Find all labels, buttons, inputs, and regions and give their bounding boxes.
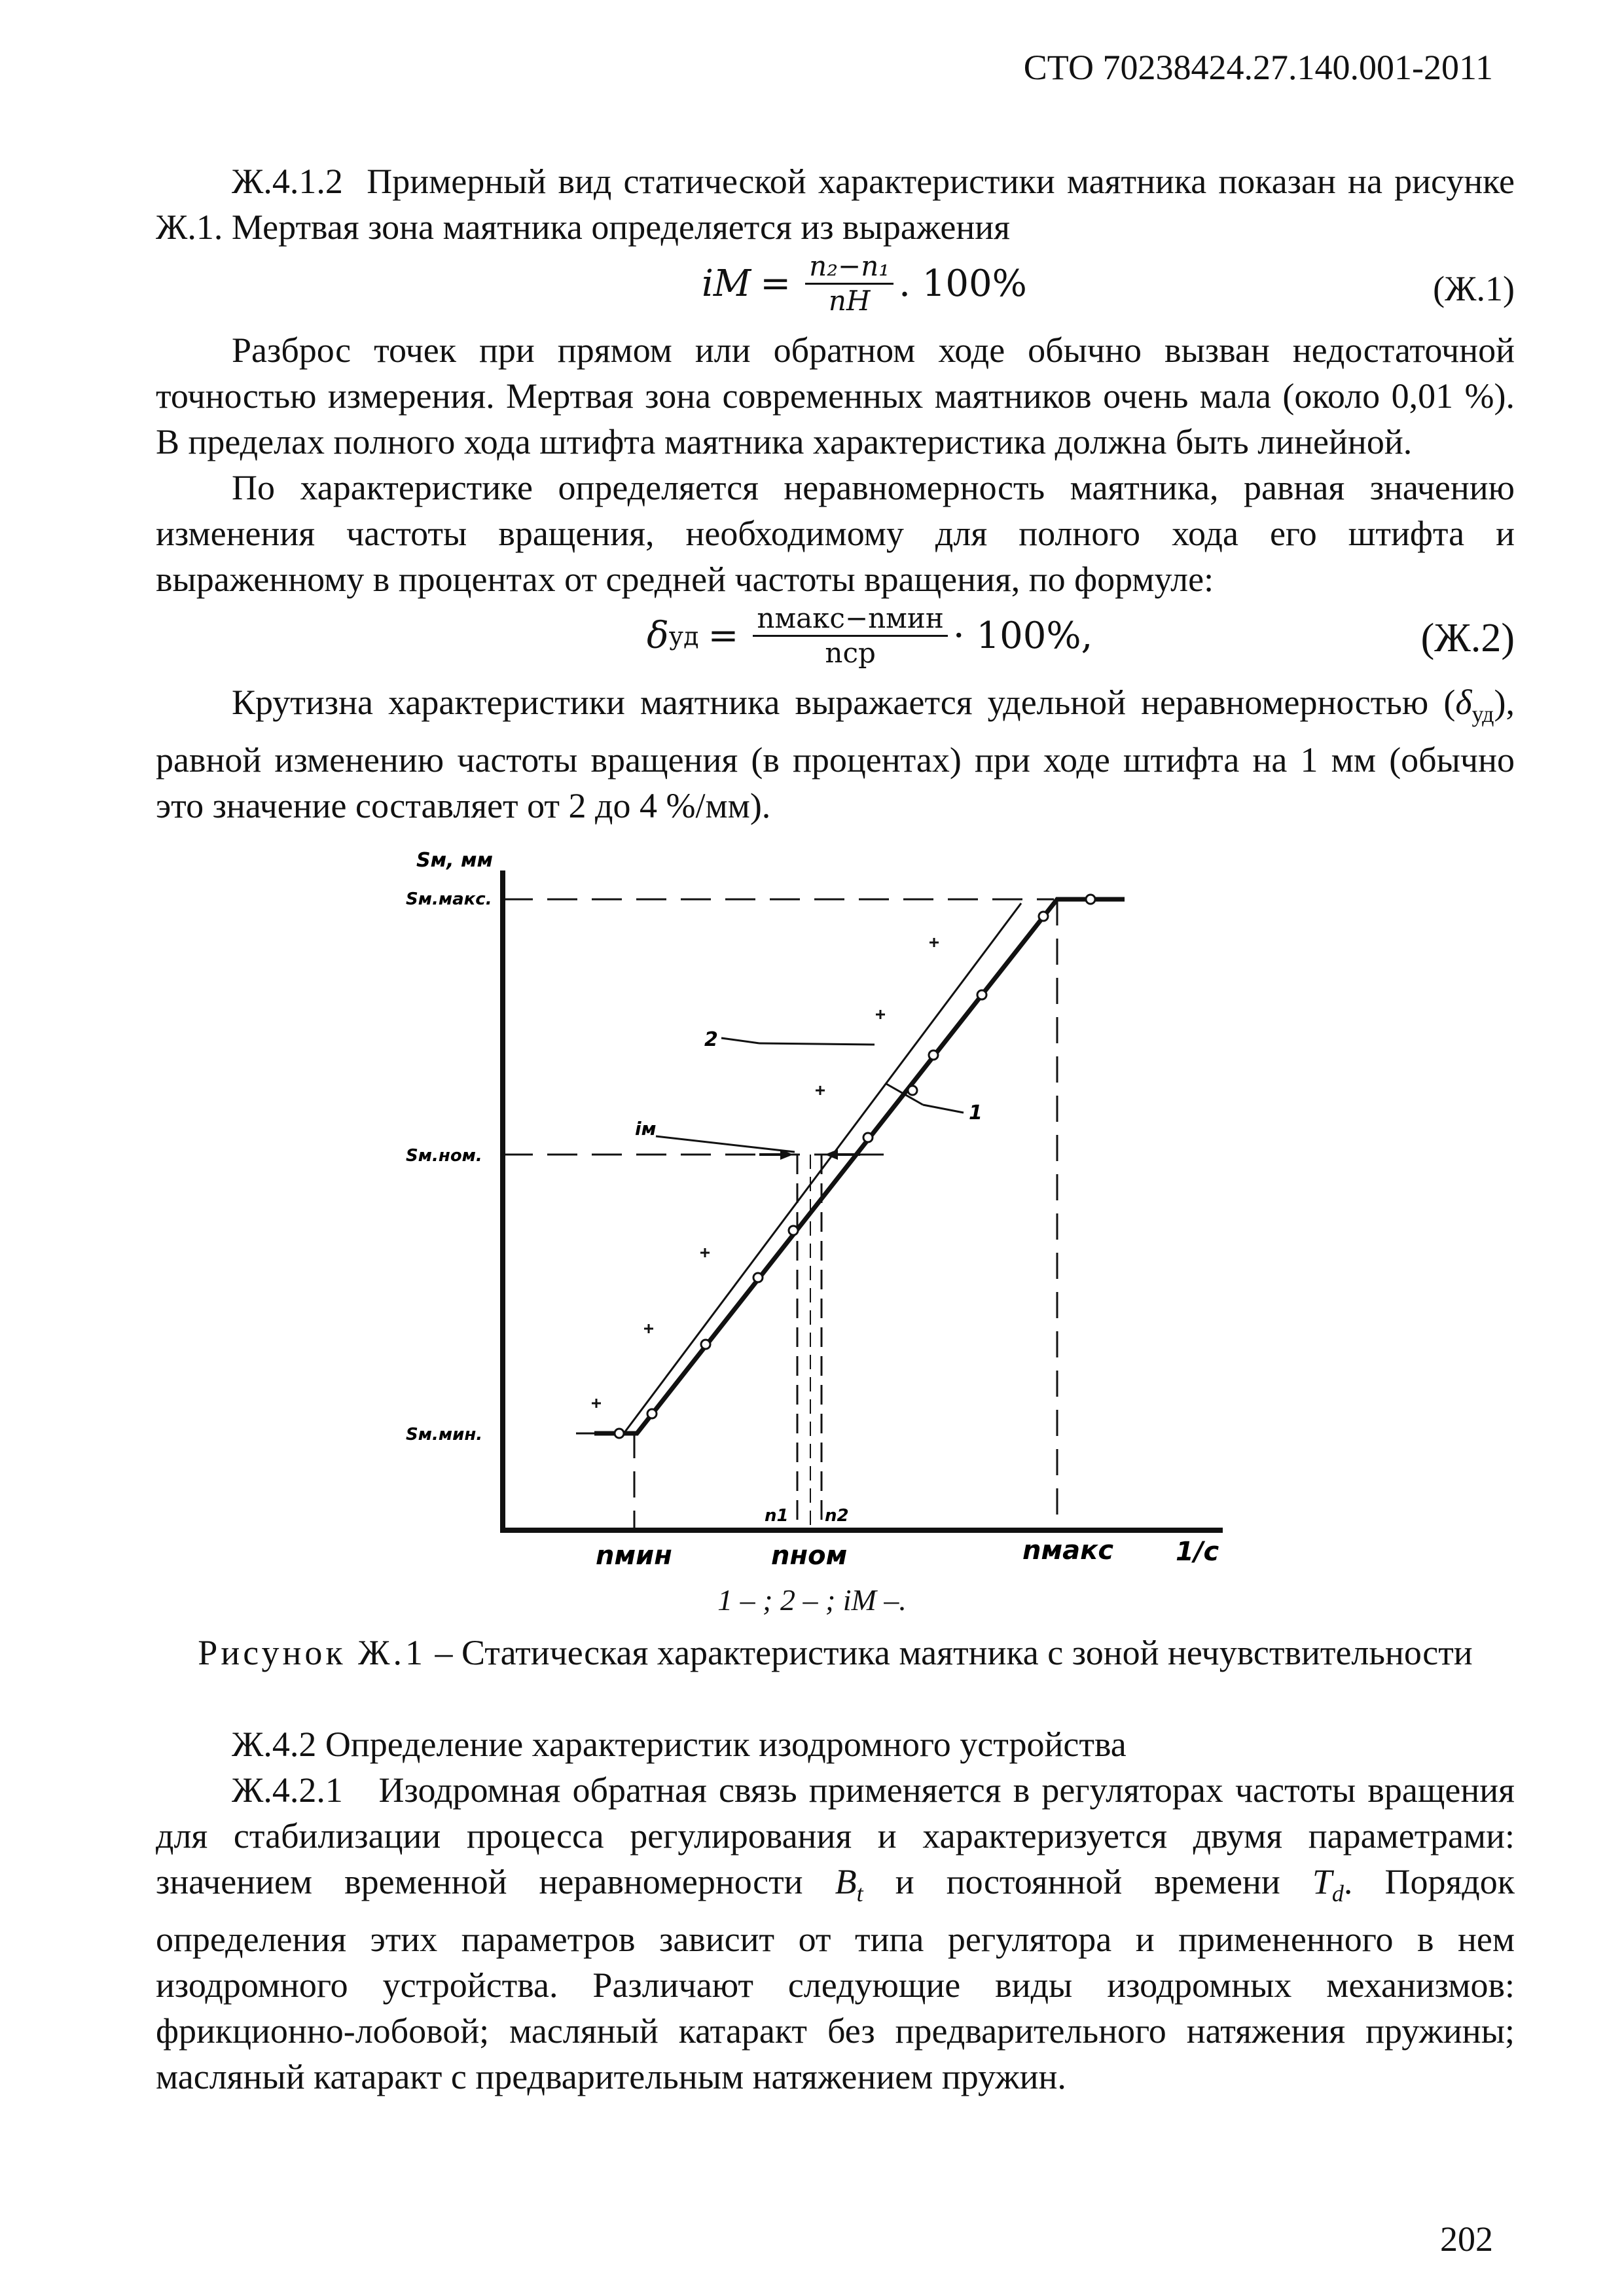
section-text-lower — [156, 1721, 1515, 2100]
paragraph-steepness — [156, 679, 1515, 829]
text-part: . Порядок определения этих параметров зависит от типа регулятора и примененного в нем изодромного устройства. Различают следующие виды изодромных механизмов: фрикционно-лобовой; масляный катаракт без предварительного натяжения пружины; масляный катаракт с предварительным натяжением пружин. — [156, 1862, 1515, 2096]
equals-sign: = — [708, 614, 739, 657]
formula-1-lhs: iM — [702, 262, 751, 305]
caption-lead: Рисунок Ж.1 — [198, 1633, 426, 1672]
curve-2 — [624, 903, 1021, 1433]
clause-number: Ж.4.2.1 — [232, 1770, 343, 1810]
formula-2-lhs: δ — [647, 614, 669, 657]
figure-static-characteristic — [393, 844, 1244, 1584]
formula-2-fraction — [753, 602, 947, 670]
tick-s-max: Sм.макс. — [406, 889, 492, 909]
text-part: Крутизна характеристики маятника выражается удельной неравномерностью ( — [232, 683, 1456, 722]
paragraph-4-2-1 — [156, 1767, 1515, 2100]
paragraph-scatter: Разброс точек при прямом или обратном ходе обычно вызван недостаточной точностью измерения. Мертвая зона современных маятников очень мала (около 0,01 %). В пределах полного хода штифта маятника характеристика должна быть линейной. — [156, 331, 1515, 461]
formula-1-denominator: nH — [828, 285, 871, 317]
text-part: Изодромная обратная связь применяется в регуляторах частоты вращения для стабилизации процесса регулирования и характеризуется двумя параметрами: значением временной неравномерности — [156, 1770, 1515, 1901]
equation-number-1: (Ж.1) — [1433, 269, 1515, 308]
page-number: 202 — [1440, 2219, 1493, 2259]
curve-1 — [594, 899, 1125, 1433]
formula-2-tail: · 100%, — [952, 614, 1093, 657]
label-curve-1: 1 — [969, 1102, 983, 1124]
leader-1 — [923, 1105, 964, 1113]
document-code: СТО 70238424.27.140.001-2011 — [1023, 48, 1493, 87]
figure-caption — [156, 1630, 1515, 1676]
x-axis-unit: 1/с — [1176, 1537, 1219, 1567]
delta-symbol: δ — [1455, 683, 1472, 722]
characteristic-plot — [393, 844, 1244, 1584]
paragraph-nonuniformity: По характеристике определяется неравномерность маятника, равная значению изменения частоты вращения, необходимому для полного хода его штифта и выраженному в процентах от средней частоты вращения, по формуле: — [156, 468, 1515, 599]
plus-markers — [592, 938, 939, 1408]
formula-2 — [647, 602, 1092, 670]
tick-s-min: Sм.мин. — [406, 1425, 483, 1444]
circle-markers — [615, 895, 1095, 1438]
formula-1-numerator: n₂−n₁ — [805, 250, 893, 285]
formula-1 — [702, 250, 1027, 317]
symbol-td: T — [1312, 1862, 1332, 1901]
formula-2-denominator: nср — [825, 637, 876, 669]
leader-2 — [759, 1043, 875, 1045]
leader-im — [656, 1136, 795, 1152]
tick-n-nom: nном — [771, 1541, 848, 1571]
symbol-td-sub: d — [1331, 1880, 1344, 1907]
formula-1-tail: . 100% — [899, 262, 1027, 305]
figure-legend: 1 – ; 2 – ; iM –. — [717, 1583, 907, 1617]
formula-2-line — [156, 602, 1515, 679]
equation-number-2: (Ж.2) — [1420, 616, 1515, 660]
formula-2-lhs-sub: уд — [668, 621, 699, 651]
label-im: iм — [635, 1118, 657, 1139]
text-part: и постоянной времени — [863, 1862, 1312, 1901]
symbol-bt: B — [835, 1862, 857, 1901]
heading-4-2: Ж.4.2 Определение характеристик изодромного устройства — [232, 1725, 1127, 1764]
paragraph-text: Примерный вид статической характеристики маятника показан на рисунке Ж.1. Мертвая зона маятника определяется из выражения — [156, 162, 1515, 247]
formula-2-numerator: nмакс−nмин — [753, 602, 947, 637]
tick-s-nom: Sм.ном. — [406, 1146, 482, 1166]
text-part: ), равной изменению частоты вращения (в процентах) при ходе штифта на 1 мм (обычно это значение составляет от 2 до 4 %/мм). — [156, 683, 1515, 825]
delta-subscript: уд — [1471, 700, 1494, 727]
equals-sign: = — [760, 262, 791, 305]
symbol-bt-sub: t — [856, 1880, 863, 1907]
y-axis-label: Sм, мм — [416, 849, 494, 872]
formula-1-line — [156, 250, 1515, 327]
label-curve-2: 2 — [704, 1028, 718, 1051]
arrow-right — [825, 1149, 838, 1160]
caption-rest: – Статическая характеристика маятника с зоной нечувствительности — [426, 1633, 1473, 1672]
paragraph-4-1-2 — [156, 158, 1515, 250]
tick-n-max: nмакс — [1022, 1535, 1114, 1566]
label-n1: n1 — [765, 1506, 789, 1526]
label-n2: n2 — [825, 1506, 849, 1526]
clause-number: Ж.4.1.2 — [232, 162, 343, 201]
section-text-upper — [156, 158, 1515, 829]
tick-n-min: nмин — [596, 1541, 672, 1571]
formula-1-fraction — [805, 250, 893, 317]
